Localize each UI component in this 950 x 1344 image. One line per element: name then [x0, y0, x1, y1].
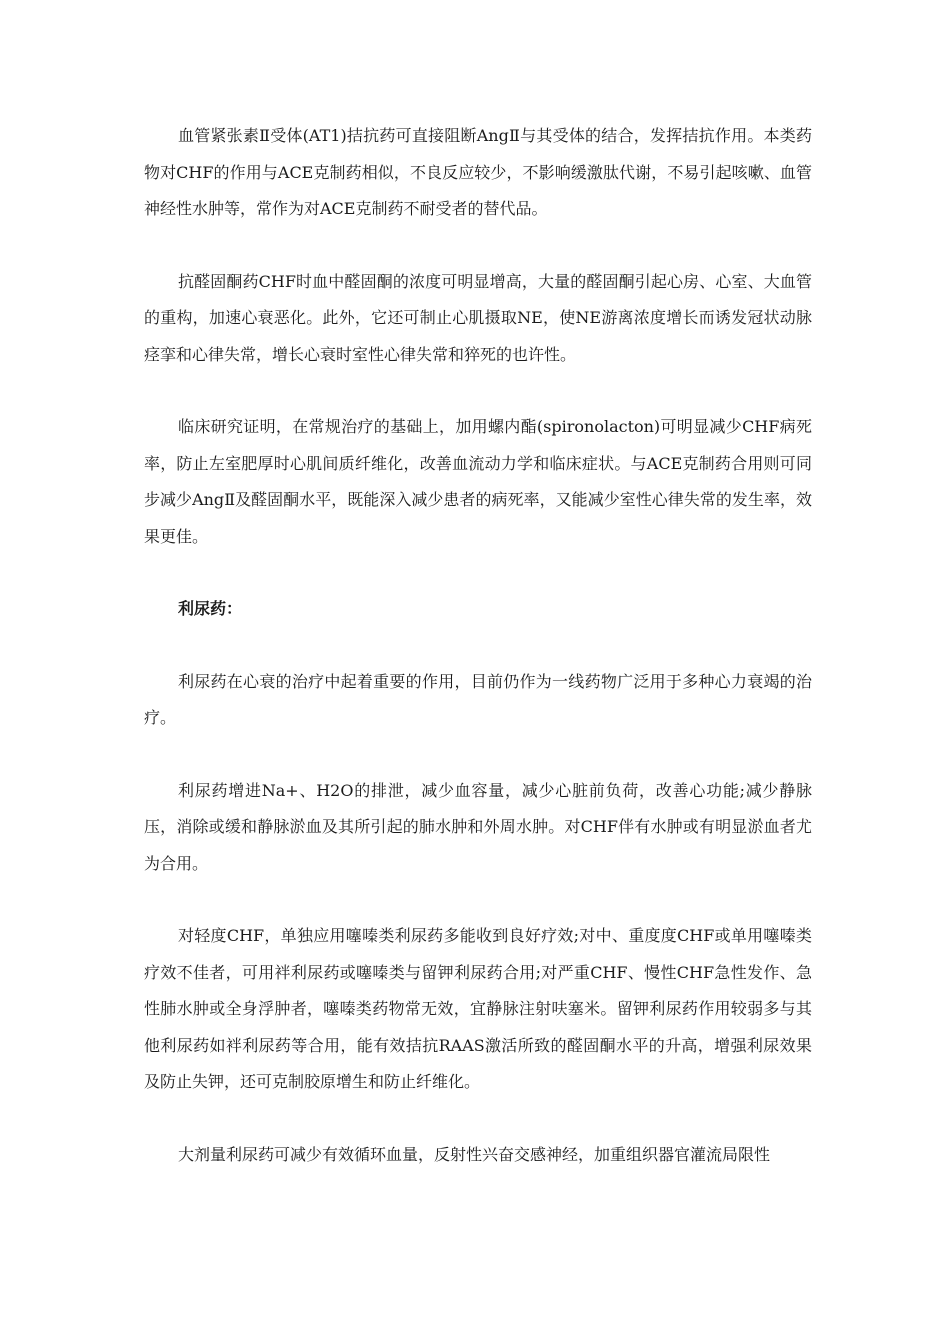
- paragraph-diuretics-mechanism: 利尿药增进Na+、H2O的排泄，减少血容量，减少心脏前负荷，改善心功能;减少静脉压，消除或缓和静脉淤血及其所引起的肺水肿和外周水肿。对CHF伴有水肿或有明显淤血者尤为合用。: [144, 780, 812, 873]
- paragraph-diuretics-role: 利尿药在心衰的治疗中起着重要的作用，目前仍作为一线药物广泛用于多种心力衰竭的治疗。: [144, 671, 812, 727]
- paragraph-at1-antagonists: 血管紧张素Ⅱ受体(AT1)拮抗药可直接阻断AngⅡ与其受体的结合，发挥拮抗作用。本类药物对CHF的作用与ACE克制药相似，不良反应较少，不影响缓激肽代谢，不易引起咳嗽、血管神经性水肿等，常作为对ACE克制药不耐受者的替代品。: [144, 126, 812, 218]
- section-heading-diuretics: 利尿药：: [178, 599, 243, 618]
- paragraph-aldosterone-antagonists: 抗醛固酮药CHF时血中醛固酮的浓度可明显增高，大量的醛固酮引起心房、心室、大血管的重构，加速心衰恶化。此外，它还可制止心肌摄取NE，使NE游离浓度增长而诱发冠状动脉痉挛和心律失常，增长心衰时室性心律失常和猝死的也许性。: [144, 271, 812, 364]
- paragraph-diuretics-high-dose: 大剂量利尿药可减少有效循环血量，反射性兴奋交感神经，加重组织器官灌流局限性: [178, 1144, 771, 1164]
- paragraph-spironolactone-study: 临床研究证明，在常规治疗的基础上，加用螺内酯(spironolacton)可明显减少CHF病死率，防止左室肥厚时心肌间质纤维化，改善血流动力学和临床症状。与ACE克制药合用则可同步减少AngⅡ及醛固酮水平，既能深入减少患者的病死率，又能减少室性心律失常的发生率，效果更佳。: [144, 417, 812, 546]
- paragraph-diuretics-usage: 对轻度CHF，单独应用噻嗪类利尿药多能收到良好疗效;对中、重度度CHF或单用噻嗪类疗效不佳者，可用袢利尿药或噻嗪类与留钾利尿药合用;对严重CHF、慢性CHF急性发作、急性肺水肿或全身浮肿者，噻嗪类药物常无效，宜静脉注射呋塞米。留钾利尿药作用较弱多与其他利尿药如袢利尿药等合用，能有效拮抗RAAS激活所致的醛固酮水平的升高，增强利尿效果及防止失钾，还可克制胶原增生和防止纤维化。: [144, 926, 812, 1091]
- document-body: [144, 118, 812, 1209]
